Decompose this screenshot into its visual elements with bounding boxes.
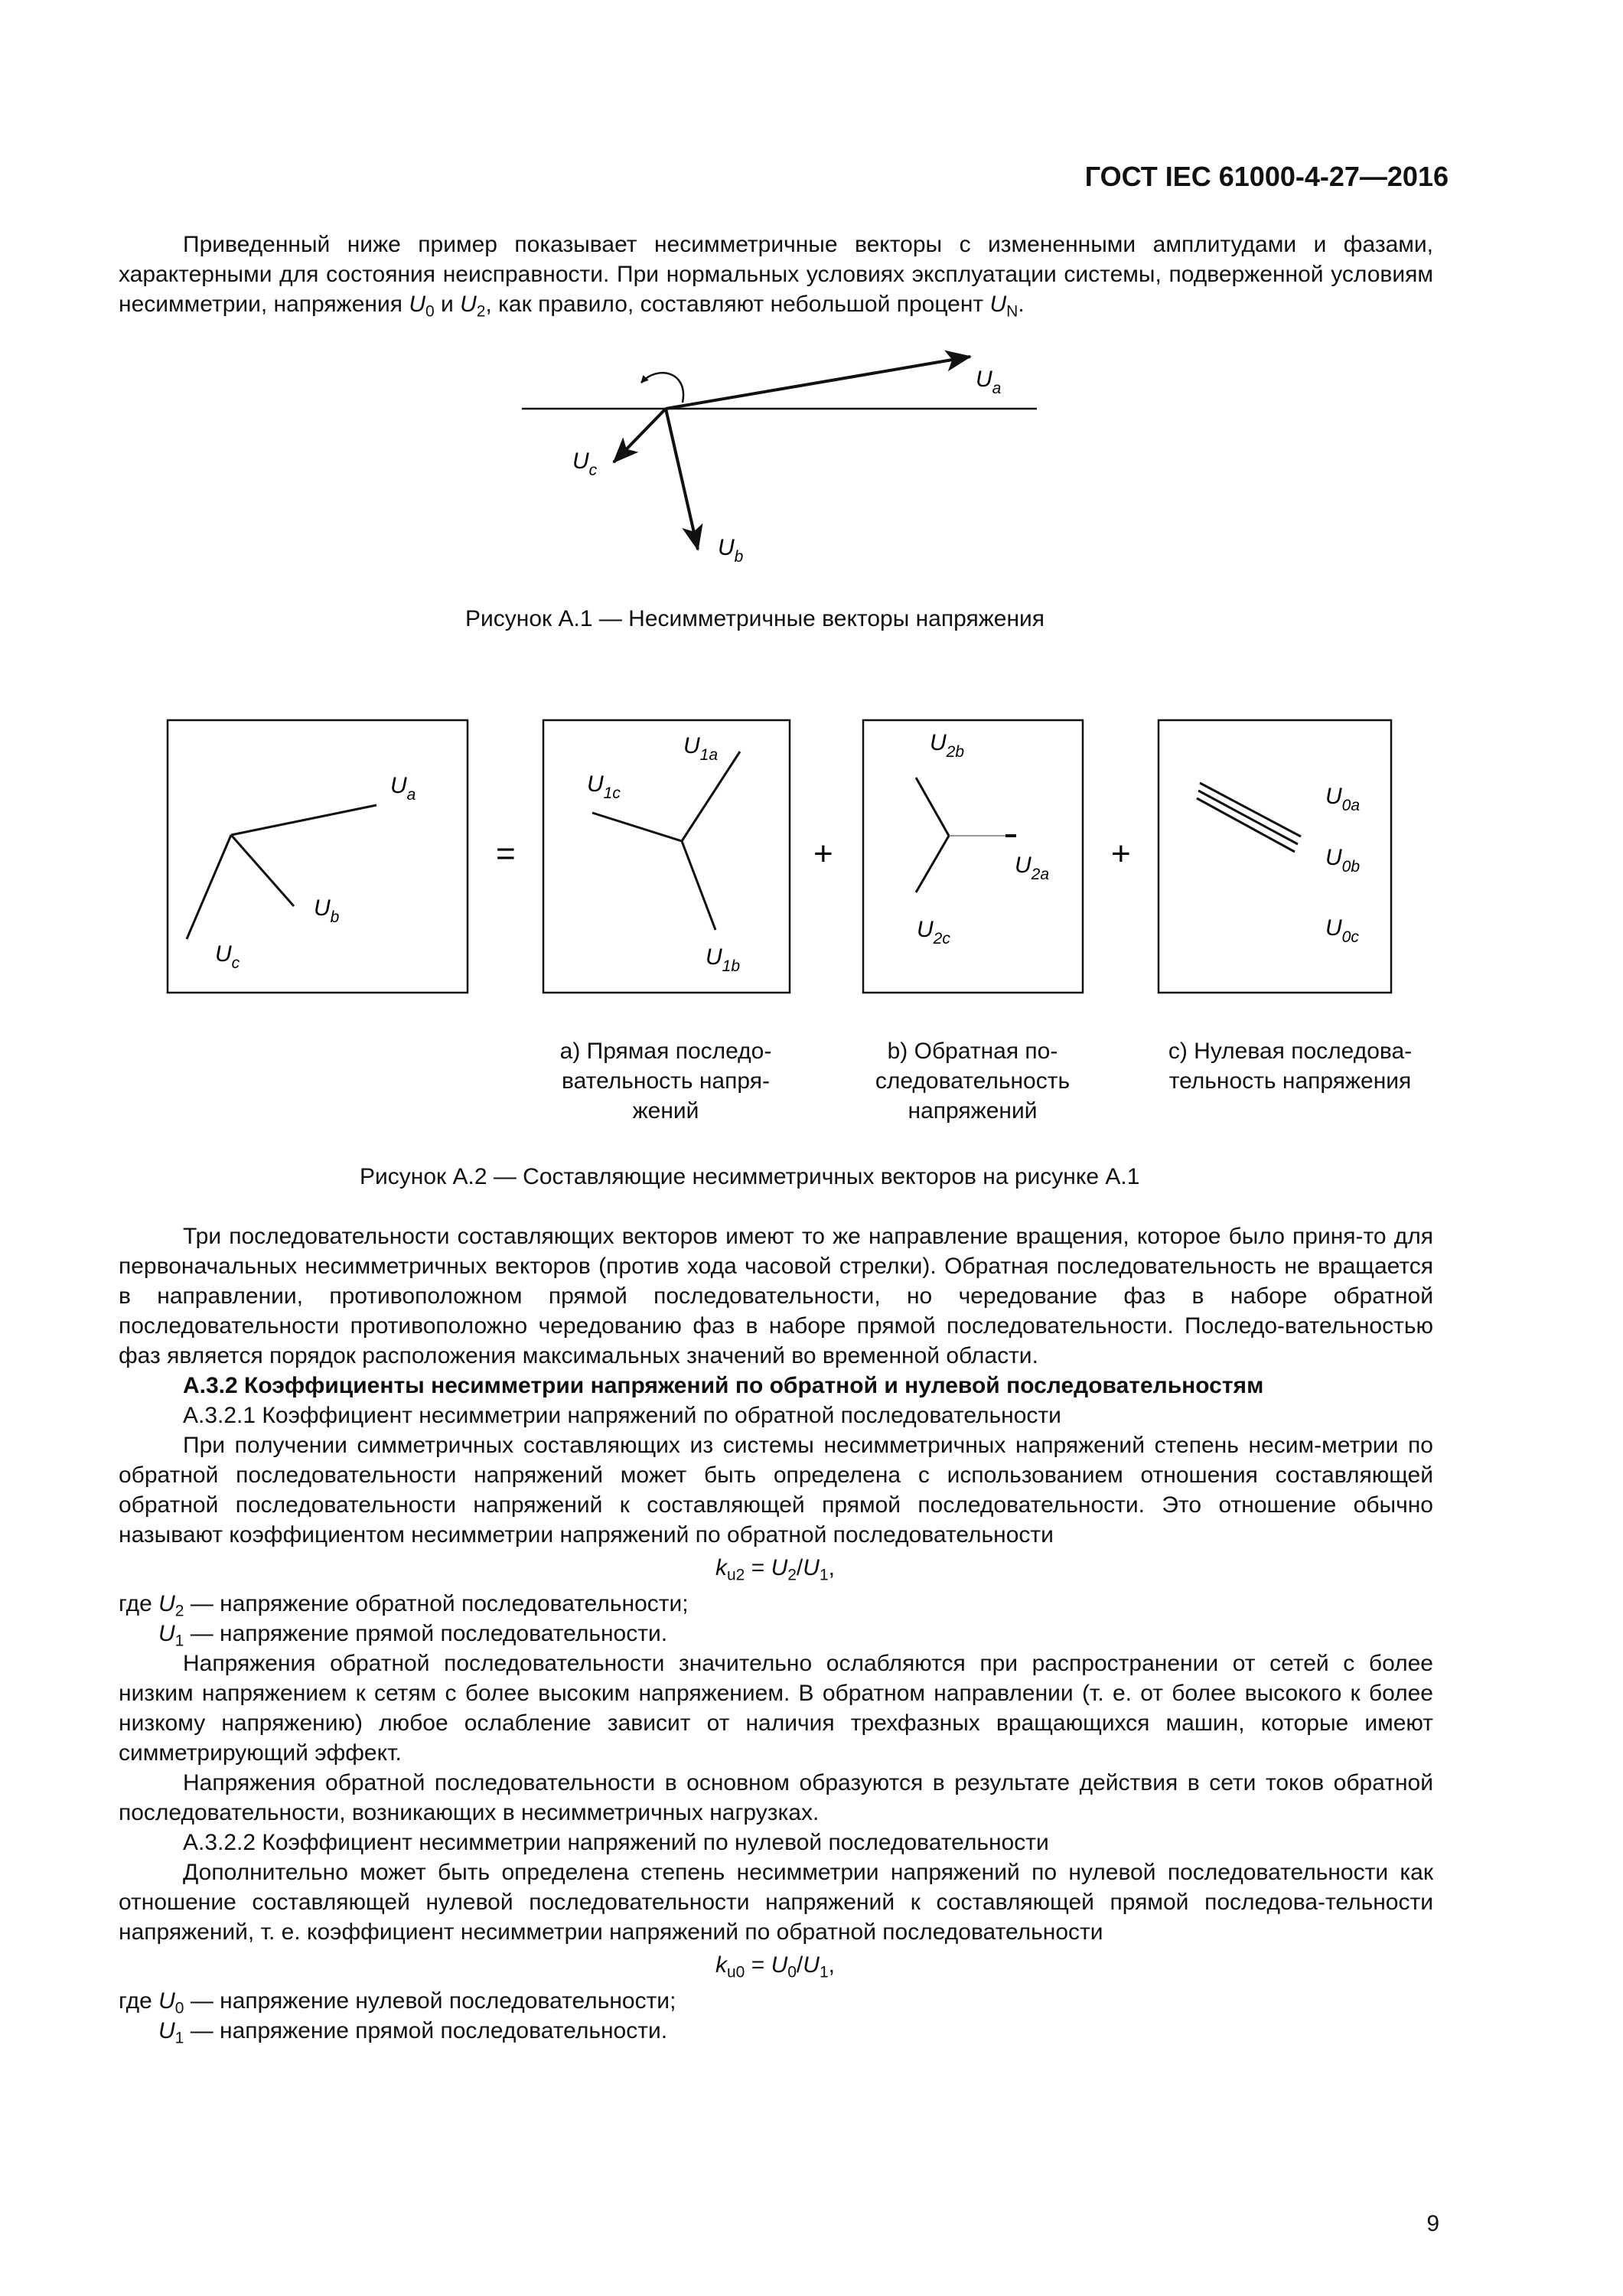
where2a-text: — напряжение нулевой последовательности; [184,1988,676,2014]
u2-symbol: U [460,292,477,317]
box-original-vectors [168,720,468,993]
box2-u1a-line [682,752,740,841]
box4-u0a-label: $U_{0a}$ [1325,784,1361,814]
where1b-sub: 1 [174,1632,184,1650]
where2b-text: — напряжение прямой последовательности. [184,2018,668,2043]
formula2-den-sub: 1 [819,1963,829,1981]
formula1-tail: , [828,1555,835,1580]
box-zero-sequence [1159,720,1391,993]
formula-ku2 [715,1555,835,1584]
where-u1-second [158,2016,667,2053]
where2a-prefix: где [119,1988,159,2014]
un-symbol: U [989,292,1007,317]
box3-u2c-label: $U_{2c}$ [917,917,950,947]
subcaption-c-line2: тельность напряжения [1168,1068,1412,1094]
formula2-k: k [715,1952,727,1978]
box1-ua-label: $U_a$ [390,773,416,804]
where2a-sym: U [158,1988,175,2014]
formula2-den: U [803,1952,820,1978]
formula1-num-sub: 2 [787,1566,797,1584]
document-header: ГОСТ IEC 61000-4-27—2016 [1084,161,1449,192]
formula1-eq: = [745,1555,771,1580]
formula1-k-sub: u2 [727,1566,745,1584]
section-heading-a32: А.3.2 Коэффициенты несимметрии напряжений по обратной и нулевой последовательностям [183,1373,1264,1398]
subcaption-b-line1: b) Обратная по- [887,1039,1058,1064]
figure-a1-caption: Рисунок А.1 — Несимметричные векторы напряжения [465,606,1045,631]
subcaption-b-line3: напряжений [908,1098,1038,1124]
subsection-a322: А.3.2.2 Коэффициент несимметрии напряжений по нулевой последовательности [183,1830,1049,1855]
box1-uc-label: $U_c$ [215,941,240,972]
box2-u1a-label: $U_{1a}$ [683,733,719,764]
box2-u1b-line [682,841,715,930]
figure-a2-caption: Рисунок А.2 — Составляющие несимметричных векторов на рисунке А.1 [360,1164,1140,1189]
formula2-tail: , [828,1952,835,1978]
where2b-sub: 1 [174,2029,184,2047]
page-number: 9 [1426,2211,1439,2236]
vector-uc-arrow [614,409,666,462]
fig1-ua-label: $U_a$ [976,367,1002,397]
box3-u2b-label: $U_{2b}$ [930,730,965,761]
where1b-text: — напряжение прямой последовательности. [184,1621,668,1646]
paragraph-negative-currents: Напряжения обратной последовательности в основном образуются в результате действия в сети токов обратной последовательности, возникающих в несимметричных нагрузках. [119,1770,1433,1825]
subcaption-a-line2: вательность напря- [562,1068,770,1094]
box-negative-sequence [863,720,1083,993]
paragraph-zero-ratio: Дополнительно может быть определена степень несимметрии напряжений по нулевой последовательности как отношение составляющей нулевой последовательности напряжений к составляющей прямой последова-тельности напряжений, т. е. коэффициент несимметрии напряжений по обратной последовательности [119,1860,1433,1945]
subcaption-c [1145,1036,1436,1096]
box1-ub-label: $U_b$ [314,895,340,926]
formula1-den: U [803,1555,820,1580]
equals-sign: = [496,835,516,872]
intro-text: Приведенный ниже пример показывает несимметричные векторы с измененными амплитудами и фазами, характерными для состояния неисправности. При нормальных условиях эксплуатации системы, подверженной условиям несимметрии, напряжения [119,232,1433,317]
box4-u0b-label: $U_{0b}$ [1325,845,1361,876]
vector-ua-arrow [666,357,970,409]
subcaption-a-line3: жений [632,1098,699,1124]
vector-ub-arrow [666,409,698,550]
where1a-sub: 2 [174,1602,184,1620]
box4-u0c-label: $U_{0c}$ [1325,915,1359,946]
box1-ub-line [231,835,294,906]
subcaption-a [528,1036,803,1126]
plus-sign-1: + [813,835,833,872]
subcaption-a-line1: a) Прямая последо- [559,1039,772,1064]
box3-u2c-line [916,836,949,892]
subcaption-c-line1: c) Нулевая последова- [1168,1039,1413,1064]
paragraph-attenuation: Напряжения обратной последовательности значительно ослабляются при распространении от сетей с более низким напряжением к сетям с более высоким напряжением. В обратном направлении (т. е. от более высокого к более низкому напряжению) любое ослабление зависит от наличия трехфазных вращающихся машин, которые имеют симметрирующий эффект. [119,1651,1433,1766]
formula1-den-sub: 1 [819,1566,829,1584]
formula2-num-sub: 0 [787,1963,797,1981]
intro-end: . [1018,292,1025,317]
box2-u1c-label: $U_{1c}$ [587,771,621,802]
formula1-k: k [715,1555,727,1580]
where1b-sym: U [158,1621,175,1646]
intro-tail: , как правило, составляют небольшой процент [485,292,990,317]
u0-symbol: U [409,292,425,317]
where1a-sym: U [158,1591,175,1616]
box3-u2a-label: $U_{2a}$ [1015,853,1050,883]
formula2-k-sub: u0 [727,1963,745,1981]
intro-and: и [434,292,461,317]
box-positive-sequence [543,720,790,993]
where2b-sym: U [158,2018,175,2043]
formula1-slash: / [796,1555,803,1580]
formula2-eq: = [745,1952,771,1978]
box4-u0b-line [1198,791,1298,844]
fig1-uc-label: $U_c$ [572,448,598,479]
figure-a1-vector-diagram [0,0,1623,612]
subcaption-b-line2: следовательность [875,1068,1071,1094]
box1-uc-line [187,835,231,939]
fig1-ub-label: $U_b$ [718,535,744,566]
formula2-slash: / [796,1952,803,1978]
figure-a2-components [0,704,1623,1010]
subsection-a321: А.3.2.1 Коэффициент несимметрии напряжений по обратной последовательности [183,1403,1061,1428]
box2-u1c-line [592,813,682,841]
where1a-text: — напряжение обратной последовательности; [184,1591,689,1616]
un-subscript: N [1006,302,1018,321]
box3-u2b-line [916,778,949,836]
rotation-direction-arrow [641,373,683,403]
formula2-num: U [771,1952,788,1978]
u0-subscript: 0 [425,302,435,321]
where2a-sub: 0 [174,1999,184,2017]
subcaption-b [846,1036,1099,1126]
paragraph-sequences: Три последовательности составляющих векторов имеют то же направление вращения, которое было приня-то для первоначальных несимметричных векторов (против хода часовой стрелки). Обратная последовательность не вращается в направлении, противоположном прямой последовательности, но чередование фаз в наборе обратной последовательности противоположно чередованию фаз в наборе прямой последовательности. Последо-вательностью фаз является порядок расположения максимальных значений во временной области. [119,1224,1433,1368]
where1a-prefix: где [119,1591,159,1616]
plus-sign-2: + [1111,835,1131,872]
u2-subscript: 2 [476,302,486,321]
formula1-num: U [771,1555,788,1580]
box1-ua-line [231,805,376,835]
paragraph-negative-ratio: При получении симметричных составляющих из системы несимметричных напряжений степень несим-метрии по обратной последовательности напряжений может быть определена с использованием отношения составляющей обратной последовательности напряжений к составляющей прямой последовательности. Это отношение обычно называют коэффициентом несимметрии напряжений по обратной последовательности [119,1433,1433,1548]
box2-u1b-label: $U_{1b}$ [706,944,741,975]
formula-ku0 [715,1952,835,1981]
